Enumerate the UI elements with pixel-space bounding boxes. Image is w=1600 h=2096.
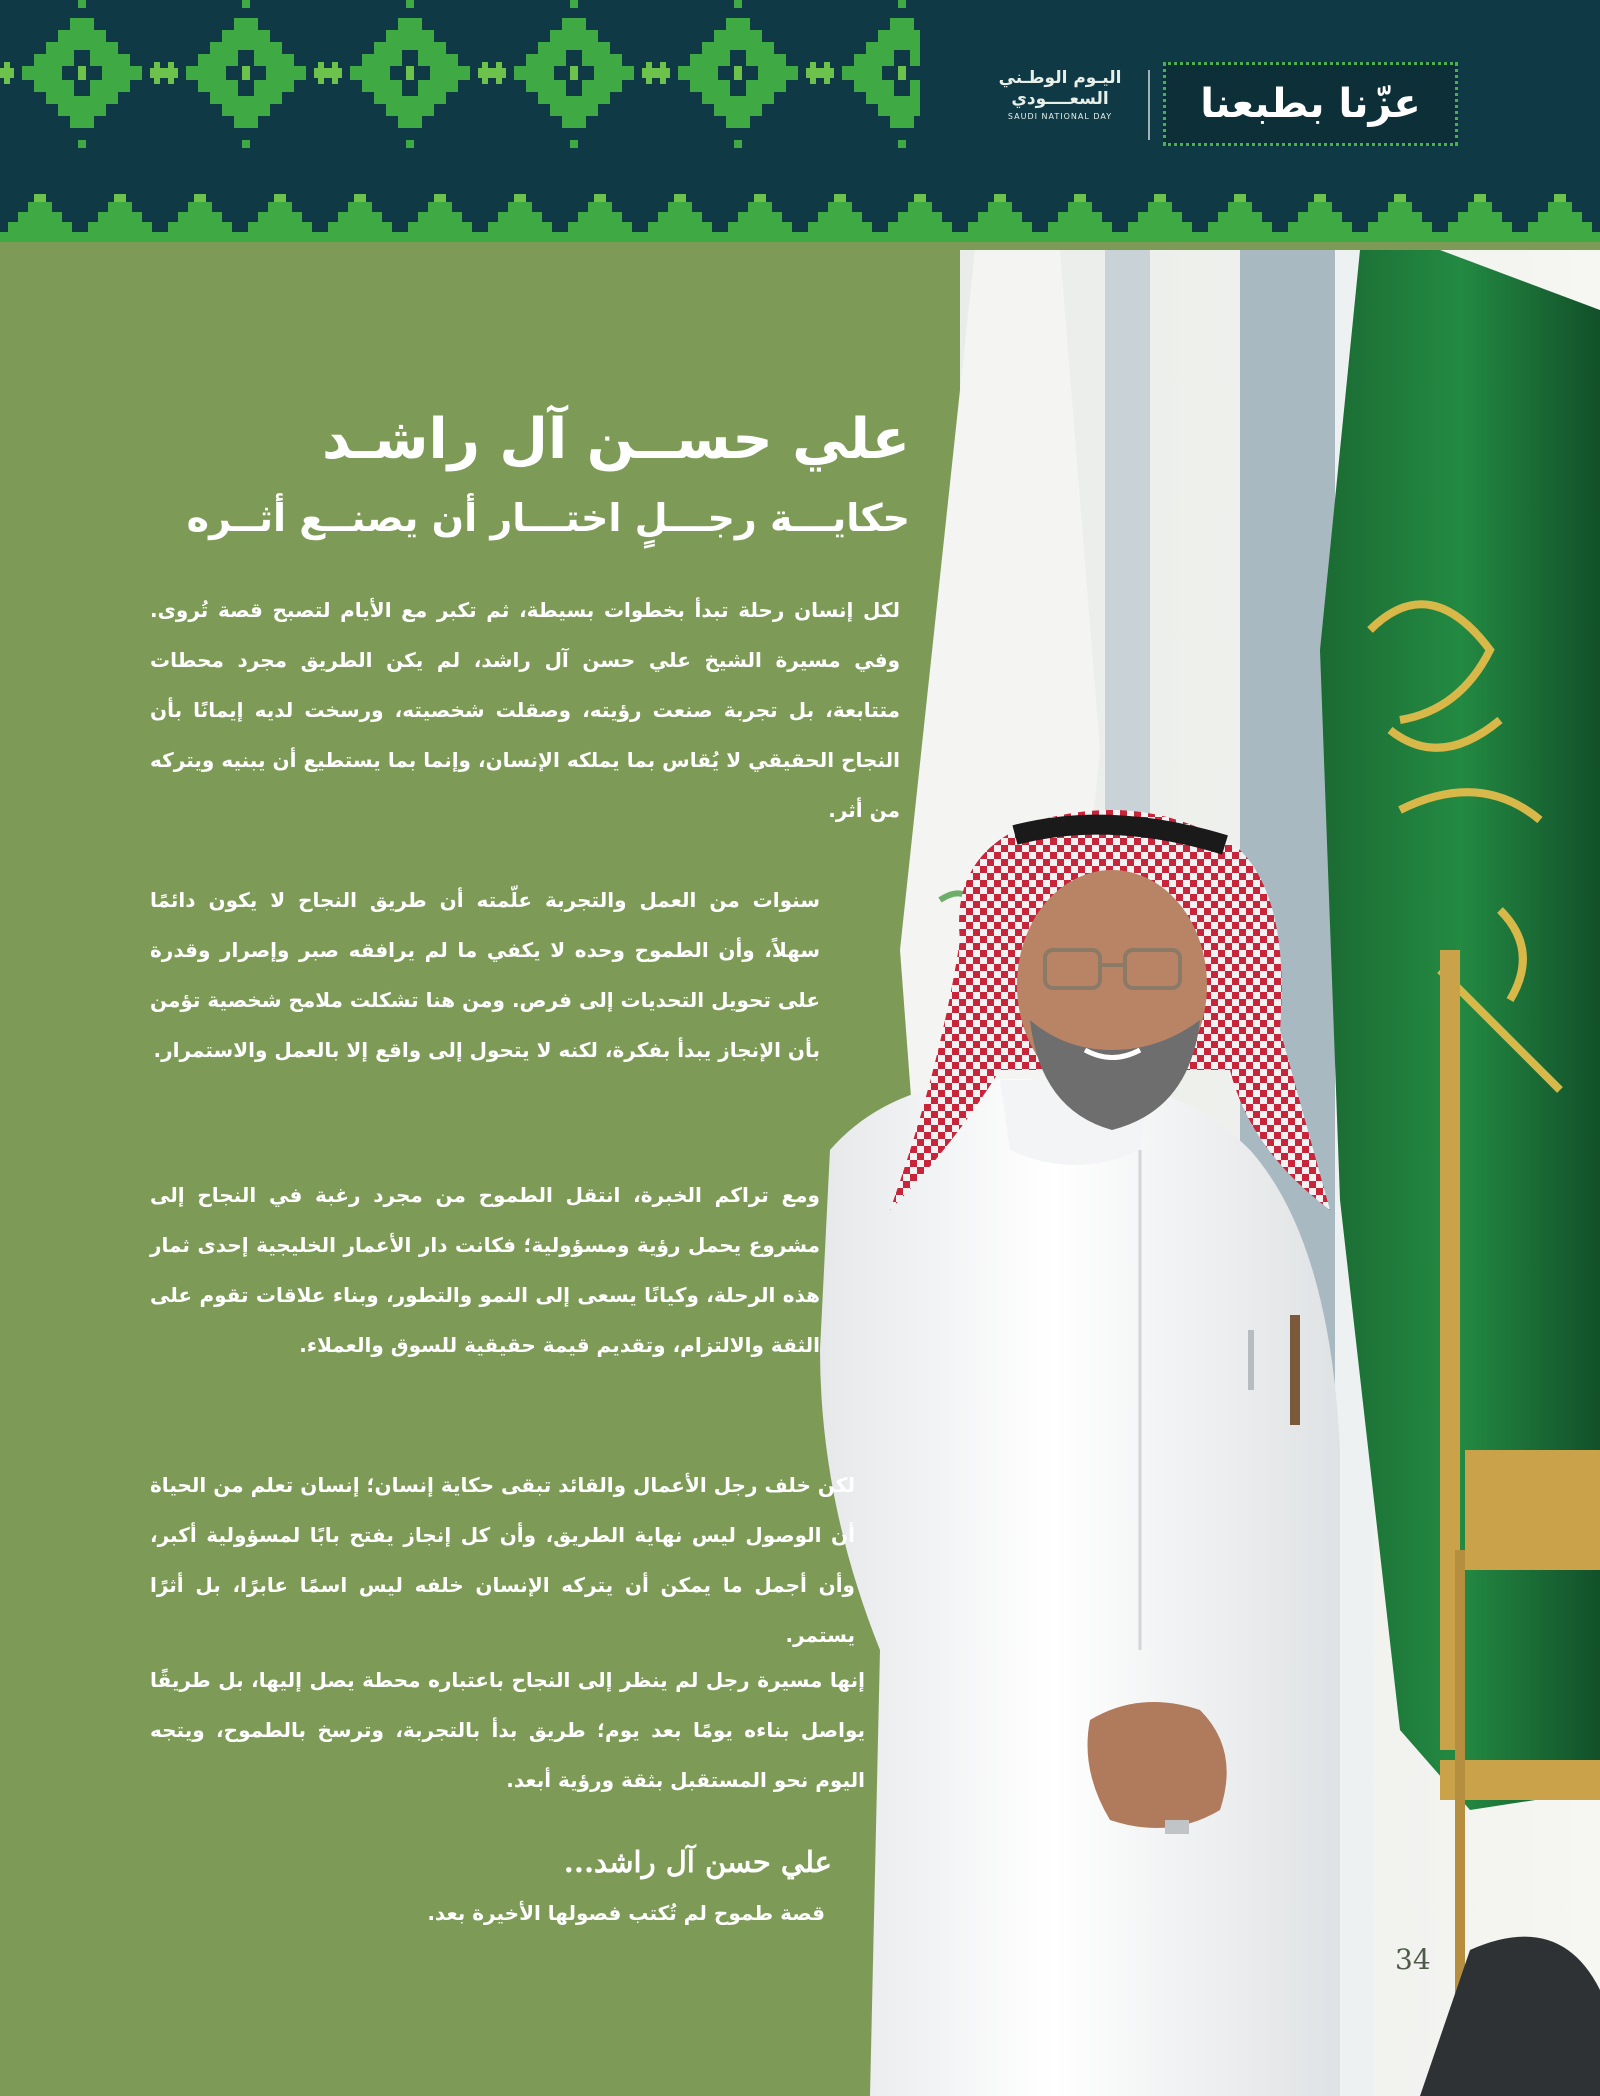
national-day-line2: السعــــودي bbox=[1011, 89, 1109, 109]
campaign-logo bbox=[1163, 62, 1458, 146]
national-day-english: SAUDI NATIONAL DAY bbox=[1007, 112, 1113, 121]
closing-name: علي حسن آل راشد... bbox=[563, 1845, 832, 1879]
article-paragraph-3: ومع تراكم الخبرة، انتقل الطموح من مجرد رغبة في النجاح إلى مشروع يحمل رؤية ومسؤولية؛ فكانت دار الأعمار الخليجية إحدى ثمار هذه الرحلة، وكيانًا يسعى إلى النمو والتطور، وبناء علاقات تقوم على الثقة والالتزام، وتقديم قيمة حقيقية للسوق والعملاء. bbox=[150, 1183, 820, 1357]
logo-divider bbox=[1148, 70, 1150, 140]
campaign-logo-text: عزّنا بطبعنا bbox=[1200, 81, 1421, 127]
closing-line: قصة طموح لم تُكتب فصولها الأخيرة بعد. bbox=[427, 1901, 825, 1925]
article-paragraph-5: إنها مسيرة رجل لم ينظر إلى النجاح باعتباره محطة يصل إليها، بل طريقًا يواصل بناءه يومًا بعد يوم؛ طريق بدأ بالتجربة، وترسخ بالطموح، ويتجه اليوم نحو المستقبل بثقة ورؤية أبعد. bbox=[150, 1668, 865, 1792]
sadu-pattern-bottom bbox=[0, 180, 1600, 250]
article-subtitle: حكايـــة رجـــلٍ اختـــار أن يصنــع أثــره bbox=[186, 496, 910, 540]
article-paragraph-4: لكن خلف رجل الأعمال والقائد تبقى حكاية إنسان؛ إنسان تعلم من الحياة أن الوصول ليس نهاية الطريق، وأن كل إنجاز يفتح بابًا لمسؤولية أكبر، وأن أجمل ما يمكن أن يتركه الإنسان خلفه ليس اسمًا عابرًا، بل أثرًا يستمر. bbox=[150, 1473, 855, 1647]
page-number: 34 bbox=[1395, 1943, 1431, 1976]
national-day-logo bbox=[985, 68, 1135, 144]
national-day-line1: اليـوم الوطـني bbox=[998, 68, 1122, 88]
article-title: علي حســن آل راشـد bbox=[321, 407, 910, 472]
article-paragraph-2: سنوات من العمل والتجربة علّمته أن طريق النجاح لا يكون دائمًا سهلاً، وأن الطموح وحده لا يكفي ما لم يرافقه صبر وإصرار وقدرة على تحويل التحديات إلى فرص. ومن هنا تشكلت ملامح شخصية تؤمن بأن الإنجاز يبدأ بفكرة، لكنه لا يتحول إلى واقع إلا بالعمل والاستمرار. bbox=[150, 888, 820, 1062]
header-banner bbox=[0, 0, 1600, 250]
article-paragraph-1: لكل إنسان رحلة تبدأ بخطوات بسيطة، ثم تكبر مع الأيام لتصبح قصة تُروى. وفي مسيرة الشيخ علي حسن آل راشد، لم يكن الطريق مجرد محطات متتابعة، بل تجربة صنعت رؤيته، وصقلت شخصيته، ورسخت لديه إيمانًا بأن النجاح الحقيقي لا يُقاس بما يملكه الإنسان، وإنما بما يستطيع أن يبنيه ويتركه من أثر. bbox=[150, 598, 900, 822]
sadu-pattern-top bbox=[0, 0, 920, 180]
